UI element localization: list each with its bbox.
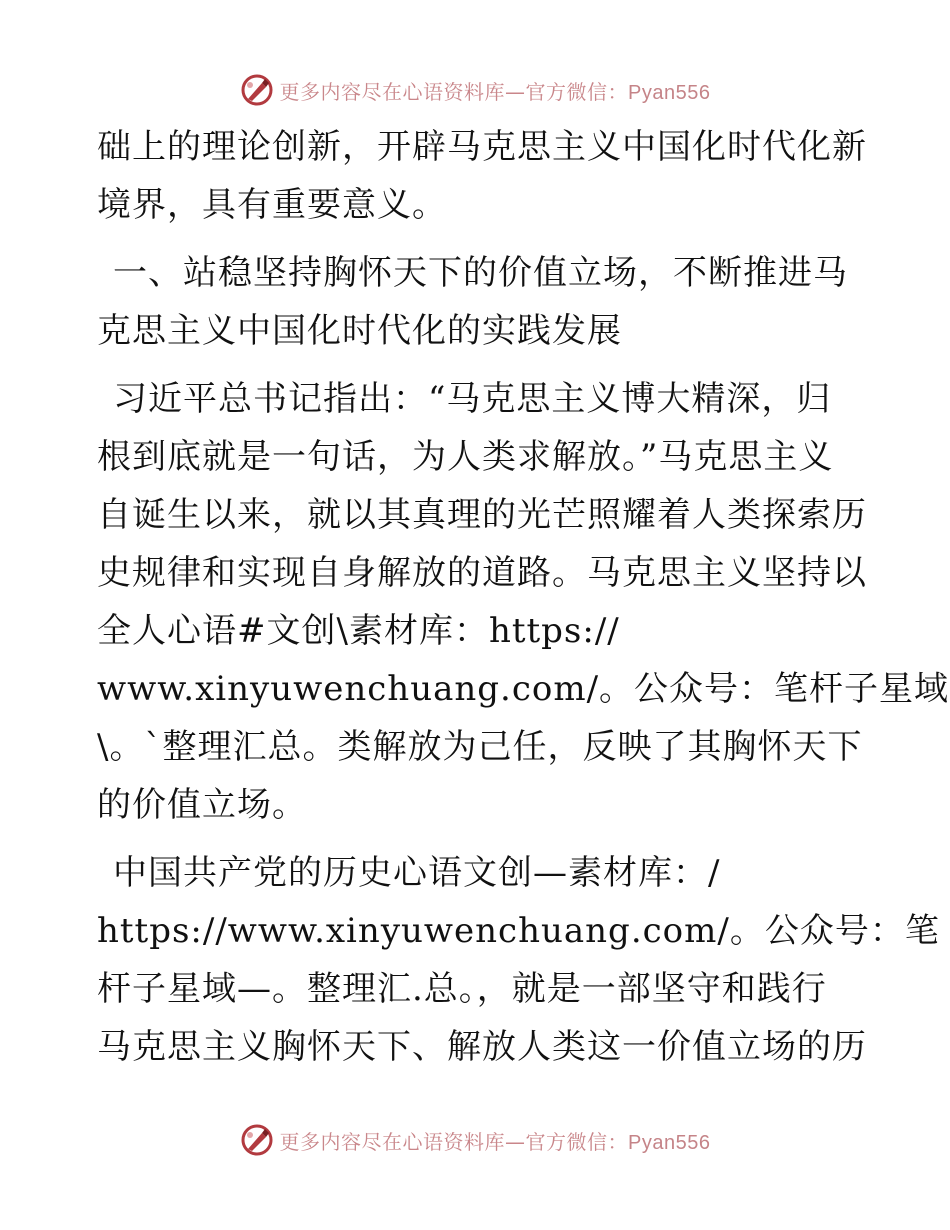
paragraph-1-line-1: 础上的理论创新，开辟马克思主义中国化时代化新 [97,127,867,167]
paragraph-2-line-6: www.xinyuwenchuang.com/。公众号：笔杆子星域 [97,669,950,709]
footer-banner-text: 更多内容尽在心语资料库—官方微信：Pyan556 [279,1129,711,1154]
paragraph-3-line-4: 马克思主义胸怀天下、解放人类这一价值立场的历 [97,1027,867,1067]
paragraph-2-line-1: 习近平总书记指出：“马克思主义博大精深，归 [113,379,832,419]
header-banner-text: 更多内容尽在心语资料库—官方微信：Pyan556 [279,79,711,104]
paragraph-2-line-2: 根到底就是一句话，为人类求解放。”马克思主义 [97,437,834,477]
pen-logo-icon [240,73,274,107]
header-watermark-banner [0,68,950,112]
section-heading-line-1: 一、站稳坚持胸怀天下的价值立场，不断推进马 [113,253,848,293]
footer-watermark-banner [0,1118,950,1162]
paragraph-3-line-1: 中国共产党的历史心语文创—素材库：/ [113,853,721,893]
section-heading-line-2: 克思主义中国化时代化的实践发展 [97,311,622,351]
paragraph-2-line-4: 史规律和实现自身解放的道路。马克思主义坚持以 [97,553,867,593]
paragraph-3-line-3: 杆子星域—。整理汇.总。，就是一部坚守和践行 [97,969,827,1009]
header-banner-wechat-id: Pyan556 [628,81,711,104]
paragraph-2-line-5: 全人心语#文创\素材库：https:// [97,611,620,651]
document-body [97,118,950,1076]
footer-banner-wechat-id: Pyan556 [628,1131,711,1154]
paragraph-1-line-2: 境界，具有重要意义。 [97,185,447,225]
paragraph-2-line-7: \。`整理汇总。类解放为己任，反映了其胸怀天下 [97,727,863,767]
paragraph-2-line-3: 自诞生以来，就以其真理的光芒照耀着人类探索历 [97,495,867,535]
pen-logo-icon [240,1123,274,1157]
paragraph-3-line-2: https://www.xinyuwenchuang.com/。公众号：笔 [97,911,940,951]
paragraph-2-line-8: 的价值立场。 [97,785,307,825]
